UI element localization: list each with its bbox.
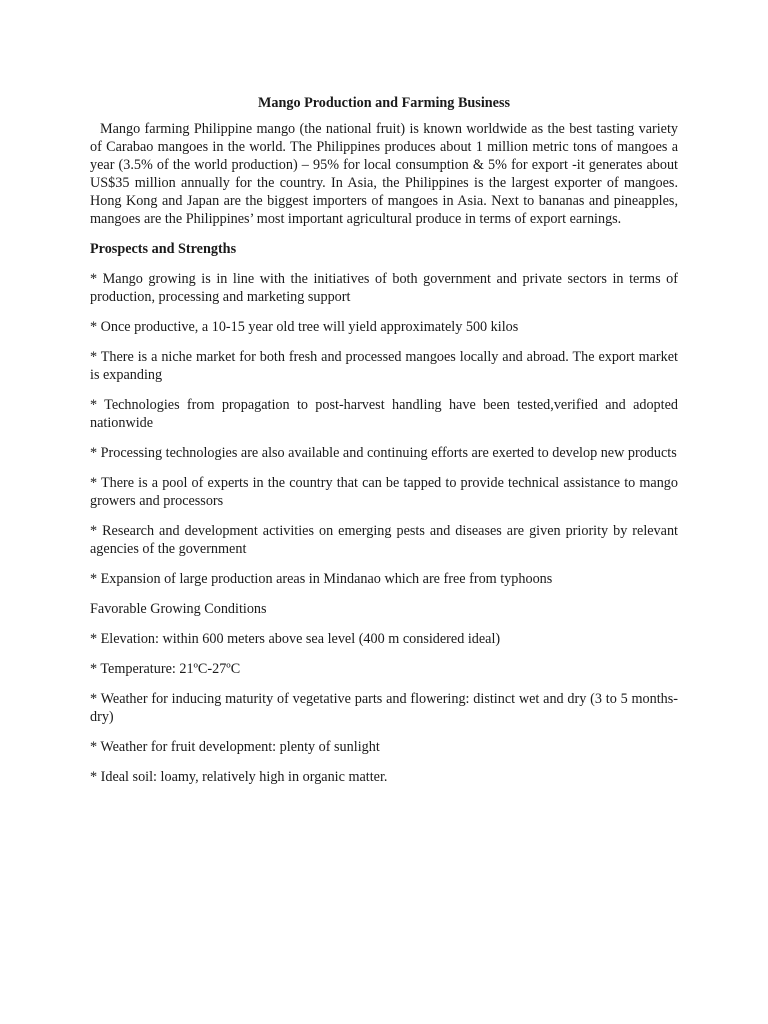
conditions-list <box>90 630 678 786</box>
list-item: * Once productive, a 10-15 year old tree will yield approximately 500 kilos <box>90 319 519 335</box>
list-item: * Processing technologies are also available and continuing efforts are exerted to develop new products <box>90 445 677 461</box>
document-page <box>90 94 678 798</box>
list-item: * Temperature: 21ºC-27ºC <box>90 661 241 677</box>
list-item: * There is a pool of experts in the country that can be tapped to provide technical assistance to mango growers and processors <box>90 475 678 509</box>
intro-paragraph: Mango farming Philippine mango (the national fruit) is known worldwide as the best tasting variety of Carabao mangoes in the world. The Philippines produces about 1 million metric tons of mangoes a year (3.5% of the world production) – 95% for local consumption & 5% for export -it generates about US$35 million annually for the country. In Asia, the Philippines is the largest exporter of mangoes. Hong Kong and Japan are the biggest importers of mangoes in Asia. Next to bananas and pineapples, mangoes are the Philippines’ most important agricultural produce in terms of export earnings. <box>90 121 678 227</box>
list-item: * Mango growing is in line with the initiatives of both government and private sectors in terms of production, processing and marketing support <box>90 271 678 305</box>
list-item: * Technologies from propagation to post-harvest handling have been tested,verified and adopted nationwide <box>90 397 678 431</box>
prospects-list <box>90 270 678 588</box>
list-item: * Research and development activities on emerging pests and diseases are given priority by relevant agencies of the government <box>90 523 678 557</box>
prospects-heading: Prospects and Strengths <box>90 241 237 257</box>
list-item: * Elevation: within 600 meters above sea level (400 m considered ideal) <box>90 631 501 647</box>
list-item: * Weather for fruit development: plenty of sunlight <box>90 739 380 755</box>
document-title: Mango Production and Farming Business <box>257 95 510 111</box>
list-item: * Expansion of large production areas in Mindanao which are free from typhoons <box>90 571 553 587</box>
conditions-heading: Favorable Growing Conditions <box>90 601 267 617</box>
list-item: * Weather for inducing maturity of vegetative parts and flowering: distinct wet and dry (3 to 5 months-dry) <box>90 691 678 725</box>
list-item: * Ideal soil: loamy, relatively high in organic matter. <box>90 769 388 785</box>
list-item: * There is a niche market for both fresh and processed mangoes locally and abroad. The export market is expanding <box>90 349 678 383</box>
